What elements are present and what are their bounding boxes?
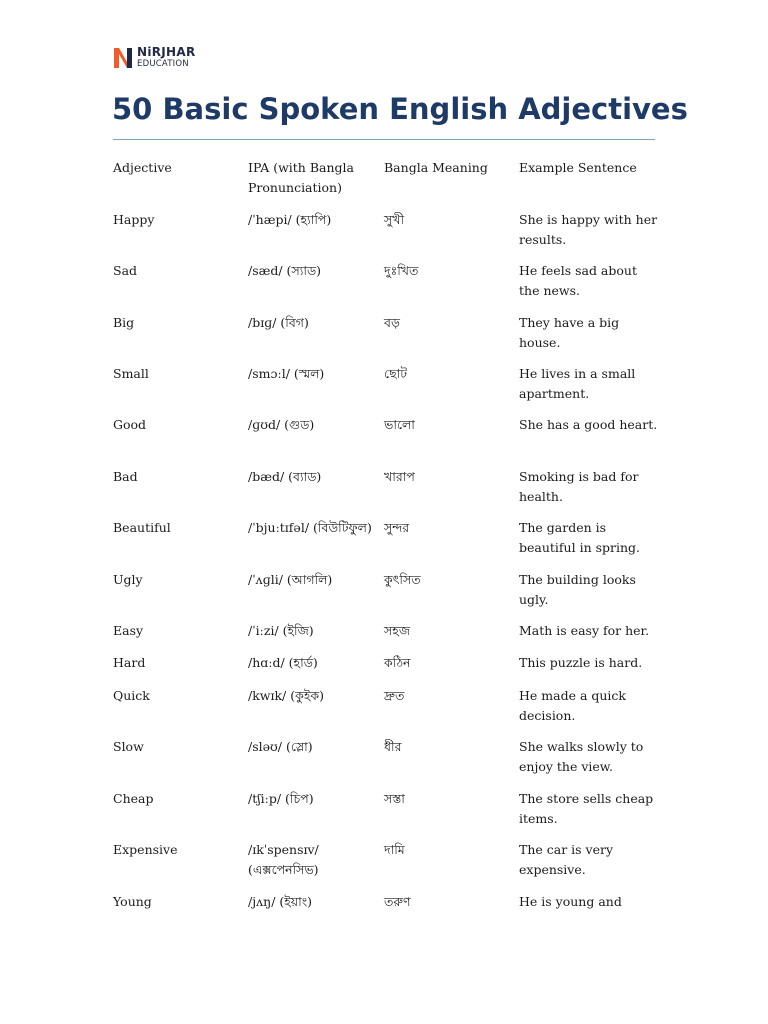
cell-adjective: Ugly: [113, 572, 143, 587]
cell-ipa: /bɪɡ/ (বিগ): [248, 315, 309, 330]
cell-adjective: Slow: [113, 739, 144, 754]
cell-ipa: /ˈhæpi/ (হ্যাপি): [248, 212, 332, 227]
cell-bangla-meaning: সহজ: [384, 623, 411, 638]
cell-adjective: Happy: [113, 212, 155, 227]
table-row: [113, 518, 658, 570]
cell-example: Math is easy for her.: [519, 623, 650, 638]
table-row: [113, 467, 658, 518]
cell-ipa: /ˈʌɡli/ (আগলি): [248, 572, 333, 587]
cell-bangla-meaning: দুঃখিত: [384, 263, 419, 278]
cell-adjective: Beautiful: [113, 520, 171, 535]
cell-bangla-meaning: বড়: [384, 315, 400, 330]
table-row: [113, 570, 658, 621]
table-row: [113, 686, 658, 737]
cell-bangla-meaning: কঠিন: [384, 655, 411, 670]
cell-ipa: /ɪkˈspensɪv/ (এক্সপেনসিভ): [248, 842, 319, 877]
cell-example: He made a quick decision.: [519, 688, 627, 723]
cell-example: The building looks ugly.: [519, 572, 636, 607]
cell-ipa: /jʌŋ/ (ইয়াং): [248, 894, 313, 909]
cell-ipa: /sæd/ (স্যাড): [248, 263, 322, 278]
cell-example: The store sells cheap items.: [519, 791, 654, 826]
cell-example: Smoking is bad for health.: [519, 469, 639, 504]
cell-adjective: Cheap: [113, 791, 154, 806]
cell-adjective: Small: [113, 366, 149, 381]
cell-bangla-meaning: সুন্দর: [384, 520, 410, 535]
cell-adjective: Bad: [113, 469, 138, 484]
cell-adjective: Hard: [113, 655, 146, 670]
cell-adjective: Good: [113, 417, 147, 432]
cell-ipa: /ˈiːzi/ (ইজি): [248, 623, 314, 638]
adjectives-table: [113, 158, 658, 922]
cell-ipa: /ˈbjuːtɪfəl/ (বিউটিফুল): [248, 520, 372, 535]
brand-logo: [112, 44, 208, 72]
cell-ipa: /bæd/ (ব্যাড): [248, 469, 322, 484]
table-row: [113, 621, 658, 653]
cell-example: They have a big house.: [519, 315, 620, 350]
cell-adjective: Young: [113, 894, 152, 909]
table-row: [113, 210, 658, 261]
cell-adjective: Sad: [113, 263, 138, 278]
title-divider: [113, 139, 655, 140]
cell-adjective: Quick: [113, 688, 150, 703]
cell-bangla-meaning: দ্রুত: [384, 688, 405, 703]
cell-bangla-meaning: ভালো: [384, 417, 415, 432]
nirjhar-logo-icon: [112, 46, 134, 70]
table-row: [113, 892, 658, 922]
page-title: 50 Basic Spoken English Adjectives: [112, 92, 688, 126]
cell-example: This puzzle is hard.: [519, 655, 643, 670]
cell-ipa: /tʃiːp/ (চিপ): [248, 791, 314, 806]
cell-example: She has a good heart.: [519, 417, 658, 432]
cell-adjective: Big: [113, 315, 135, 330]
cell-bangla-meaning: তরুণ: [384, 894, 411, 909]
table-row: [113, 364, 658, 415]
cell-example: He feels sad about the news.: [519, 263, 637, 298]
column-header-adjective: Adjective: [113, 160, 172, 175]
cell-example: The garden is beautiful in spring.: [519, 520, 641, 555]
column-header-example: Example Sentence: [519, 160, 637, 175]
cell-bangla-meaning: সুখী: [384, 212, 405, 227]
table-row: [113, 789, 658, 840]
cell-ipa: /hɑːd/ (হার্ড): [248, 655, 318, 670]
cell-ipa: /smɔːl/ (স্মল): [248, 366, 325, 381]
cell-example: She walks slowly to enjoy the view.: [519, 739, 644, 774]
cell-example: She is happy with her results.: [519, 212, 658, 247]
brand-name: NiRJHAR: [137, 45, 196, 59]
cell-example: He lives in a small apartment.: [519, 366, 636, 401]
brand-subtitle: EDUCATION: [137, 59, 189, 69]
column-header-bangla-meaning: Bangla Meaning: [384, 160, 488, 175]
table-row: [113, 313, 658, 364]
cell-adjective: Expensive: [113, 842, 178, 857]
table-row: [113, 261, 658, 313]
cell-bangla-meaning: ছোট: [384, 366, 408, 381]
table-row: [113, 415, 658, 467]
column-header-ipa: IPA (with Bangla Pronunciation): [248, 160, 354, 195]
table-row: [113, 737, 658, 789]
cell-example: The car is very expensive.: [519, 842, 614, 877]
table-header-row: [113, 158, 658, 210]
cell-bangla-meaning: খারাপ: [384, 469, 415, 484]
cell-adjective: Easy: [113, 623, 144, 638]
cell-ipa: /sləʊ/ (স্লো): [248, 739, 313, 754]
cell-bangla-meaning: কুৎসিত: [384, 572, 421, 587]
cell-ipa: /ɡʊd/ (গুড): [248, 417, 315, 432]
cell-example: He is young and: [519, 894, 622, 909]
table-row: [113, 653, 658, 686]
cell-bangla-meaning: ধীর: [384, 739, 402, 754]
cell-ipa: /kwɪk/ (কুইক): [248, 688, 324, 703]
cell-bangla-meaning: দামি: [384, 842, 405, 857]
cell-bangla-meaning: সস্তা: [384, 791, 405, 806]
table-row: [113, 840, 658, 892]
